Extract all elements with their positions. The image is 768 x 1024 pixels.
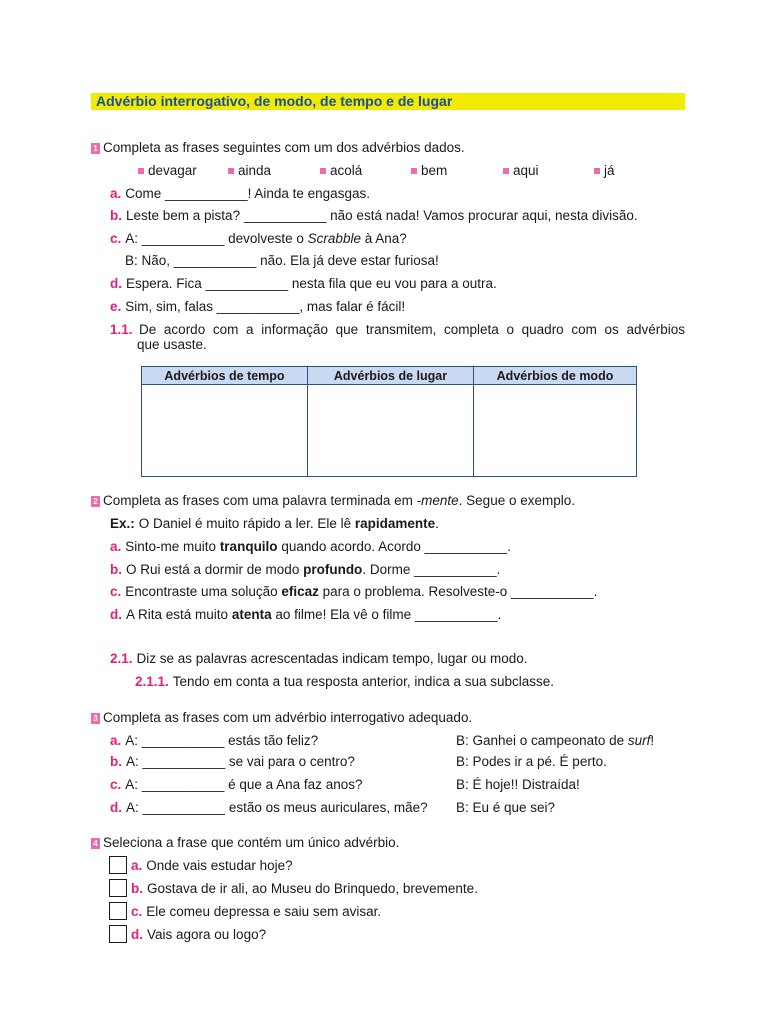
word-bank-item: ainda (228, 163, 271, 178)
option-b-checkbox[interactable] (109, 879, 127, 897)
bullet-icon (503, 168, 509, 174)
word-bank-item: acolá (320, 163, 362, 178)
table-cell[interactable] (474, 385, 637, 477)
q3-item-b-reply: B: Podes ir a pé. É perto. (456, 754, 607, 769)
q3-item-a: a. A: ___________ estás tão feliz? (110, 733, 319, 748)
option-c-checkbox[interactable] (109, 902, 127, 920)
table-header: Advérbios de lugar (308, 367, 474, 385)
bullet-icon (411, 168, 417, 174)
q2-number: 2 (91, 496, 100, 507)
option-a-checkbox[interactable] (109, 856, 127, 874)
q3-item-a-reply: B: Ganhei o campeonato de surf! (456, 733, 655, 748)
q4-option-b: b. Gostava de ir ali, ao Museu do Brinquedo, brevemente. (131, 881, 478, 896)
q4-option-d: d. Vais agora ou logo? (131, 927, 267, 942)
q1-item-c-reply: B: Não, ___________ não. Ela já deve estar furiosa! (125, 253, 439, 268)
q2-example: Ex.: O Daniel é muito rápido a ler. Ele lê rapidamente. (110, 516, 439, 531)
q2-item-b: b. O Rui está a dormir de modo profundo. Dorme ___________. (110, 562, 501, 577)
q3-instruction: 3 Completa as frases com um advérbio interrogativo adequado. (91, 710, 472, 725)
q4-option-a: a. Onde vais estudar hoje? (131, 858, 293, 873)
word-bank-item: já (594, 163, 615, 178)
table-cell[interactable] (142, 385, 308, 477)
q2-instruction: 2 Completa as frases com uma palavra terminada em -mente. Segue o exemplo. (91, 493, 575, 508)
q2-item-d: d. A Rita está muito atenta ao filme! Ela vê o filme ___________. (110, 607, 502, 622)
q1-item-a: a. Come ___________! Ainda te engasgas. (110, 186, 370, 201)
page-title: Advérbio interrogativo, de modo, de tempo e de lugar (96, 93, 453, 109)
q4-instruction: 4 Seleciona a frase que contém um único advérbio. (91, 835, 399, 850)
q2-item-a: a. Sinto-me muito tranquilo quando acordo. Acordo ___________. (110, 539, 512, 554)
table-header: Advérbios de tempo (142, 367, 308, 385)
table-header: Advérbios de modo (474, 367, 637, 385)
word-bank-item: bem (411, 163, 447, 178)
adverb-table (141, 366, 637, 477)
q4-option-c: c. Ele comeu depressa e saiu sem avisar. (131, 904, 382, 919)
bullet-icon (320, 168, 326, 174)
word-bank-item: aqui (503, 163, 539, 178)
bullet-icon (138, 168, 144, 174)
q3-item-d-reply: B: Eu é que sei? (456, 800, 556, 815)
q4-number: 4 (91, 838, 100, 849)
table-cell[interactable] (308, 385, 474, 477)
q1-item-c: c. A: ___________ devolveste o Scrabble à Ana? (110, 231, 407, 246)
q1-item-e: e. Sim, sim, falas ___________, mas falar é fácil! (110, 299, 406, 314)
option-d-checkbox[interactable] (109, 925, 127, 943)
q3-item-b: b. A: ___________ se vai para o centro? (110, 754, 355, 769)
q2-item-c: c. Encontraste uma solução eficaz para o problema. Resolveste-o ___________. (110, 584, 598, 599)
q3-item-c: c. A: ___________ é que a Ana faz anos? (110, 777, 363, 792)
q3-item-d: d. A: ___________ estão os meus auriculares, mãe? (110, 800, 428, 815)
q3-item-c-reply: B: É hoje!! Distraída! (456, 777, 580, 792)
q1-item-d: d. Espera. Fica ___________ nesta fila que eu vou para a outra. (110, 276, 497, 291)
q2-sub1: 2.1. Diz se as palavras acrescentadas indicam tempo, lugar ou modo. (110, 651, 528, 666)
q1-item-b: b. Leste bem a pista? ___________ não está nada! Vamos procurar aqui, nesta divisão. (110, 208, 638, 223)
q2-sub2: 2.1.1. Tendo em conta a tua resposta anterior, indica a sua subclasse. (135, 674, 555, 689)
bullet-icon (228, 168, 234, 174)
word-bank-item: devagar (138, 163, 197, 178)
bullet-icon (594, 168, 600, 174)
q3-number: 3 (91, 713, 100, 724)
q1-instruction: 1 Completa as frases seguintes com um dos advérbios dados. (91, 140, 465, 155)
q1-number: 1 (91, 143, 100, 154)
